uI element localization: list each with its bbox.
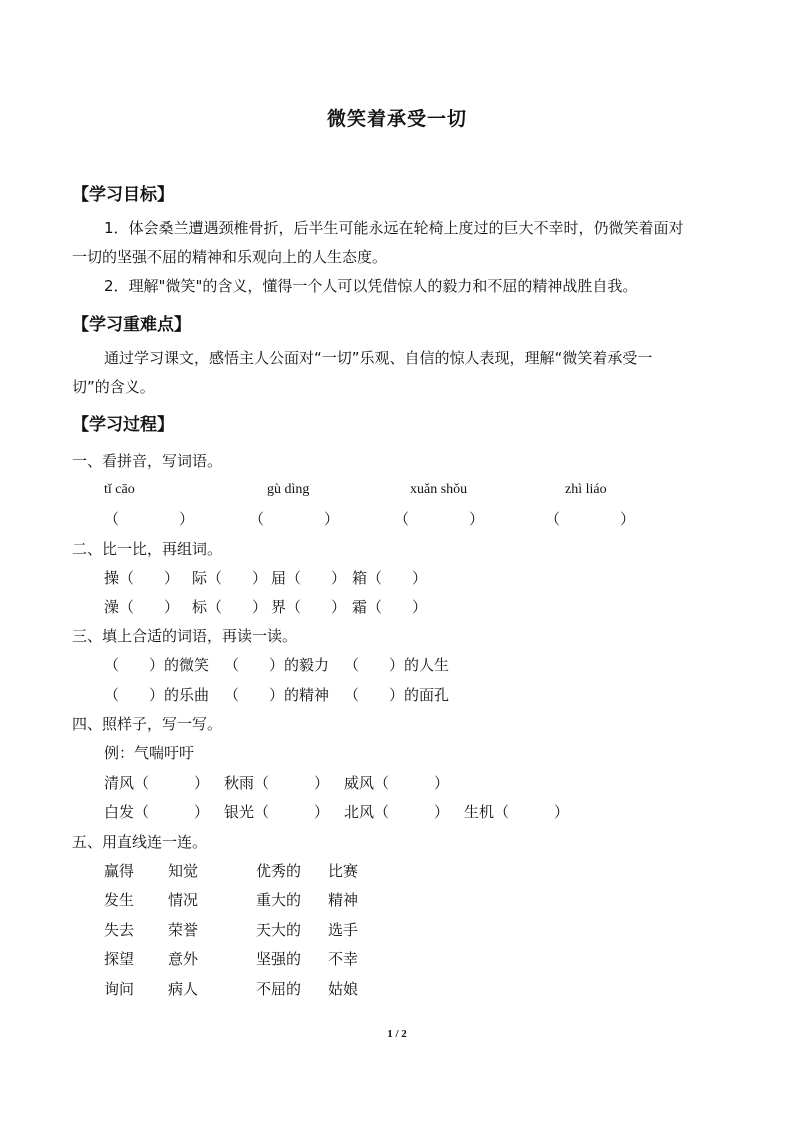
- q5-title: 五、用直线连一连。: [72, 833, 208, 851]
- pinyin-4: zhì liáo: [565, 482, 607, 497]
- match-word[interactable]: 比赛: [328, 862, 359, 880]
- match-word[interactable]: 失去: [104, 921, 135, 939]
- q3-item[interactable]: （ ）的人生: [344, 656, 450, 674]
- match-word[interactable]: 意外: [168, 950, 199, 968]
- q2-item[interactable]: 霜（ ）: [352, 598, 428, 616]
- match-word[interactable]: 不屈的: [256, 980, 302, 998]
- match-word[interactable]: 坚强的: [256, 950, 302, 968]
- match-word[interactable]: 荣誉: [168, 921, 199, 939]
- q2-item[interactable]: 澡（ ）: [104, 598, 180, 616]
- match-word[interactable]: 知觉: [168, 862, 199, 880]
- q4-item[interactable]: 白发（ ）: [104, 803, 210, 821]
- q1-title: 一、看拼音，写词语。: [72, 452, 223, 470]
- q2-item[interactable]: 际（ ）: [192, 569, 268, 587]
- q4-item[interactable]: 威风（ ）: [344, 774, 450, 792]
- match-word[interactable]: 选手: [328, 921, 359, 939]
- q4-item[interactable]: 生机（ ）: [464, 803, 570, 821]
- answer-blank-1[interactable]: （ ）: [104, 510, 195, 528]
- goal-1-line-1: 1．体会桑兰遭遇颈椎骨折，后半生可能永远在轮椅上度过的巨大不幸时，仍微笑着面对: [104, 219, 684, 237]
- key-points-heading: 【学习重难点】: [72, 315, 191, 335]
- answer-blank-4[interactable]: （ ）: [545, 510, 636, 528]
- q4-item[interactable]: 银光（ ）: [224, 803, 330, 821]
- match-word[interactable]: 姑娘: [328, 980, 359, 998]
- match-word[interactable]: 精神: [328, 891, 359, 909]
- q4-item[interactable]: 清风（ ）: [104, 774, 210, 792]
- q2-item[interactable]: 箱（ ）: [352, 569, 428, 587]
- q3-item[interactable]: （ ）的微笑: [104, 656, 210, 674]
- match-word[interactable]: 探望: [104, 950, 135, 968]
- q2-item[interactable]: 操（ ）: [104, 569, 180, 587]
- pinyin-2: gù dìng: [267, 482, 310, 497]
- page-title: 微笑着承受一切: [326, 108, 467, 130]
- goal-2: 2．理解"微笑"的含义，懂得一个人可以凭借惊人的毅力和不屈的精神战胜自我。: [104, 277, 638, 295]
- q4-example: 例：气喘吁吁: [104, 744, 195, 762]
- answer-blank-2[interactable]: （ ）: [249, 510, 340, 528]
- match-word[interactable]: 天大的: [256, 921, 302, 939]
- q3-item[interactable]: （ ）的精神: [224, 686, 330, 704]
- match-word[interactable]: 询问: [104, 980, 135, 998]
- key-points-line-1: 通过学习课文，感悟主人公面对“一切”乐观、自信的惊人表现，理解“微笑着承受一: [104, 349, 653, 367]
- match-word[interactable]: 重大的: [256, 891, 302, 909]
- q2-item[interactable]: 届（ ）: [271, 569, 347, 587]
- pinyin-3: xuǎn shǒu: [410, 482, 468, 497]
- q4-item[interactable]: 北风（ ）: [344, 803, 450, 821]
- process-heading: 【学习过程】: [72, 415, 174, 435]
- q3-title: 三、填上合适的词语，再读一读。: [72, 627, 298, 645]
- q4-item[interactable]: 秋雨（ ）: [224, 774, 330, 792]
- match-word[interactable]: 情况: [168, 891, 199, 909]
- q2-item[interactable]: 界（ ）: [271, 598, 347, 616]
- q4-title: 四、照样子，写一写。: [72, 715, 223, 733]
- q2-title: 二、比一比，再组词。: [72, 540, 223, 558]
- answer-blank-3[interactable]: （ ）: [394, 510, 485, 528]
- q3-item[interactable]: （ ）的面孔: [344, 686, 450, 704]
- pinyin-1: tǐ cāo: [104, 482, 135, 497]
- q3-item[interactable]: （ ）的乐曲: [104, 686, 210, 704]
- match-word[interactable]: 赢得: [104, 862, 135, 880]
- match-word[interactable]: 优秀的: [256, 862, 302, 880]
- key-points-line-2: 切”的含义。: [72, 378, 155, 396]
- q3-item[interactable]: （ ）的毅力: [224, 656, 330, 674]
- q2-item[interactable]: 标（ ）: [192, 598, 268, 616]
- page-number: 1 / 2: [387, 1028, 407, 1040]
- goal-1-line-2: 一切的坚强不屈的精神和乐观向上的人生态度。: [72, 248, 388, 266]
- match-word[interactable]: 发生: [104, 891, 135, 909]
- match-word[interactable]: 不幸: [328, 950, 359, 968]
- match-word[interactable]: 病人: [168, 980, 199, 998]
- goals-heading: 【学习目标】: [72, 185, 174, 205]
